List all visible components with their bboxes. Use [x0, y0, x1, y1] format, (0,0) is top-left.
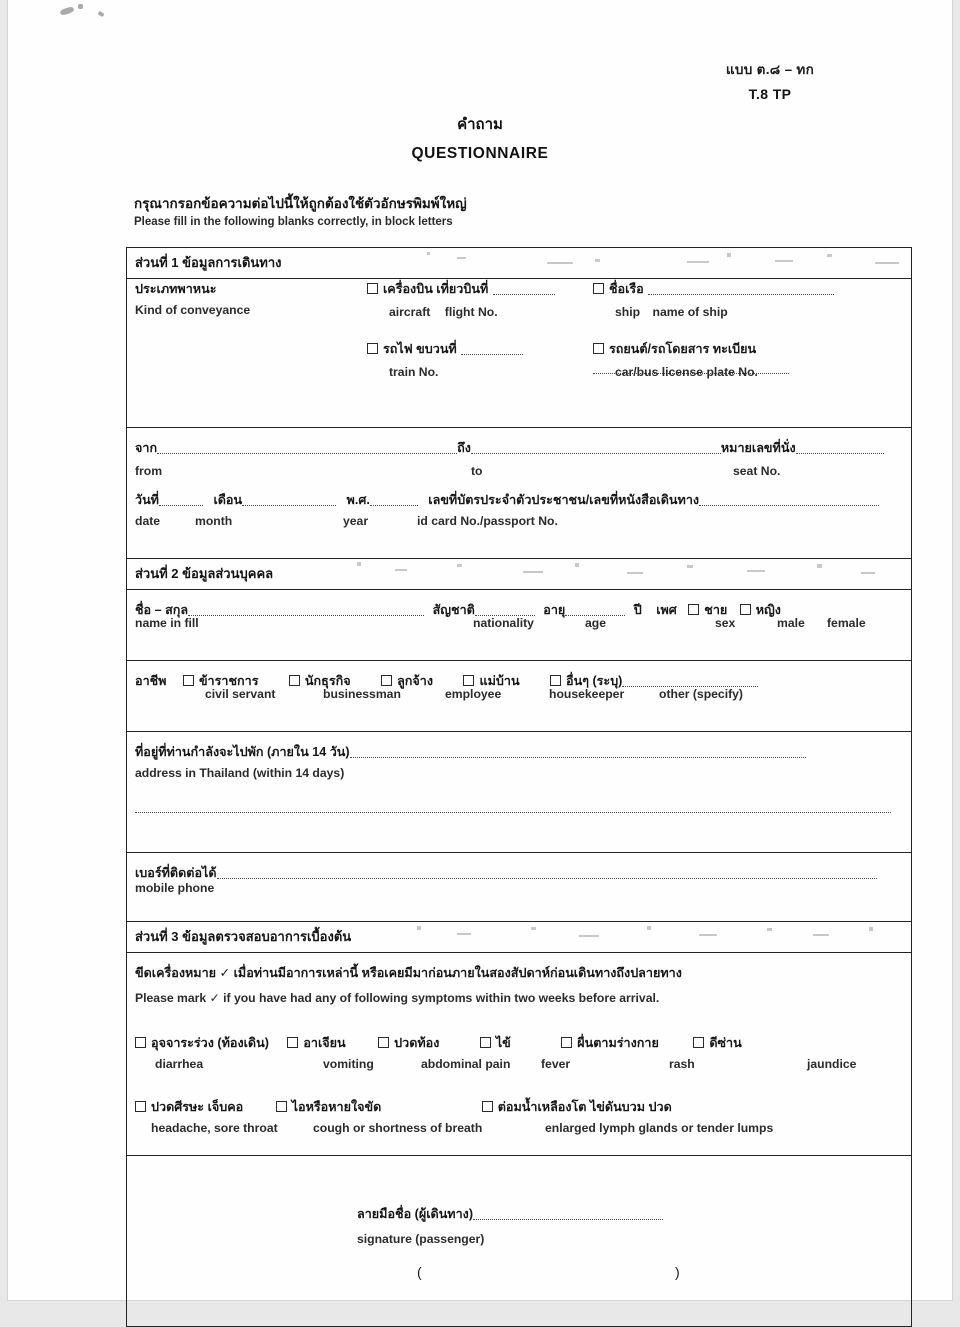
from-label-english: from	[135, 464, 163, 478]
address-label-english: address in Thailand (within 14 days)	[135, 766, 345, 780]
female-label-english: female	[827, 616, 866, 630]
sex-label-english: sex	[715, 616, 736, 630]
date-label-thai: วันที่	[135, 493, 159, 507]
abdominal-pain-label-thai: ปวดท้อง	[394, 1036, 440, 1050]
female-label-thai: หญิง	[755, 603, 781, 617]
questionnaire-form	[126, 247, 912, 1327]
from-input[interactable]	[157, 443, 457, 454]
name-label-english: name in fill	[135, 616, 199, 630]
conveyance-option-aircraft[interactable]	[367, 279, 555, 299]
occupation-label-thai: อาชีพ	[135, 674, 167, 688]
aircraft-label-english: aircraft	[389, 305, 431, 319]
aircraft-label-thai: เครื่องบิน เที่ยวบินที่	[383, 282, 489, 296]
page-title-english: QUESTIONNAIRE	[411, 145, 549, 162]
train-no-input[interactable]	[461, 344, 523, 355]
checkbox-rash[interactable]	[561, 1037, 572, 1048]
vomiting-label-english: vomiting	[323, 1057, 374, 1071]
checkbox-businessman[interactable]	[289, 675, 300, 686]
address-block	[127, 732, 911, 853]
car-bus-label-thai: รถยนต์/รถโดยสาร ทะเบียน	[609, 342, 757, 356]
ship-label-english: ship	[615, 305, 641, 319]
address-input-line1[interactable]	[350, 747, 806, 758]
scan-artifact	[59, 6, 74, 16]
seat-label-english: seat No.	[733, 464, 781, 478]
route-date-block	[127, 428, 911, 559]
checkbox-car-bus[interactable]	[593, 343, 604, 354]
phone-label-thai: เบอร์ที่ติดต่อได้	[135, 866, 217, 880]
date-input[interactable]	[159, 495, 203, 506]
nationality-input[interactable]	[475, 605, 535, 616]
housekeeper-label-thai: แม่บ้าน	[479, 674, 520, 688]
car-bus-label-english: car/bus license plate No.	[615, 365, 758, 379]
id-passport-input[interactable]	[699, 495, 879, 506]
checkbox-headache-sore-throat[interactable]	[135, 1101, 146, 1112]
checkbox-civil-servant[interactable]	[183, 675, 194, 686]
ship-name-label-english: name of ship	[652, 305, 728, 319]
conveyance-label-english: Kind of conveyance	[135, 303, 251, 317]
id-passport-label-thai: เลขที่บัตรประจำตัวประชาชน/เลขที่หนังสือเดินทาง	[428, 493, 700, 507]
page-title-thai: คำถาม	[457, 116, 503, 133]
signature-input[interactable]	[473, 1209, 663, 1220]
to-input[interactable]	[471, 443, 721, 454]
age-input[interactable]	[565, 605, 625, 616]
name-label-thai: ชื่อ – สกุล	[135, 603, 189, 617]
headache-label-thai: ปวดศีรษะ เจ็บคอ	[151, 1100, 244, 1114]
section-1-label: ส่วนที่ 1 ข้อมูลการเดินทาง	[135, 255, 282, 270]
signature-label-thai: ลายมือชื่อ (ผู้เดินทาง)	[357, 1207, 474, 1221]
signature-block	[127, 1156, 911, 1326]
employee-label-thai: ลูกจ้าง	[397, 674, 434, 688]
checkbox-abdominal-pain[interactable]	[378, 1037, 389, 1048]
year-label-thai: พ.ศ.	[346, 493, 370, 507]
scan-artifact	[78, 4, 83, 9]
other-occupation-label-english: other (specify)	[659, 687, 743, 701]
signature-paren-close: )	[675, 1264, 680, 1280]
checkbox-train[interactable]	[367, 343, 378, 354]
age-unit-label-thai: ปี	[633, 603, 642, 617]
symptoms-row-1	[127, 1027, 911, 1091]
scanned-page	[8, 0, 952, 1300]
form-code-english: T.8 TP	[748, 86, 792, 102]
ship-name-input[interactable]	[648, 284, 834, 295]
businessman-label-thai: นักธุรกิจ	[304, 674, 351, 688]
fever-label-thai: ไข้	[495, 1036, 511, 1050]
abdominal-pain-label-english: abdominal pain	[421, 1057, 511, 1071]
male-label-english: male	[777, 616, 805, 630]
signature-paren-open: (	[417, 1264, 422, 1280]
travel-date-row	[135, 490, 903, 534]
checkbox-jaundice[interactable]	[693, 1037, 704, 1048]
ship-english-labels	[615, 303, 728, 321]
signature-line-row	[357, 1204, 663, 1224]
section-1-header	[127, 248, 911, 279]
lymph-label-english: enlarged lymph glands or tender lumps	[545, 1121, 774, 1135]
cough-label-english: cough or shortness of breath	[313, 1121, 483, 1135]
section-3-header	[127, 922, 911, 953]
conveyance-option-ship[interactable]	[593, 279, 834, 299]
checkbox-male[interactable]	[688, 604, 699, 615]
ship-label-thai: ชื่อเรือ	[609, 282, 644, 296]
checkbox-lymph-glands[interactable]	[482, 1101, 493, 1112]
seat-input[interactable]	[796, 443, 884, 454]
date-label-english: date	[135, 514, 161, 528]
section-2-label: ส่วนที่ 2 ข้อมูลส่วนบุคคล	[135, 566, 274, 581]
fever-label-english: fever	[541, 1057, 571, 1071]
year-label-english: year	[343, 514, 369, 528]
month-label-english: month	[195, 514, 233, 528]
name-input[interactable]	[188, 605, 424, 616]
checkbox-aircraft[interactable]	[367, 283, 378, 294]
mark-instruction-thai: ขีดเครื่องหมาย ✓ เมื่อท่านมีอาการเหล่านี้ หรือเคยมีมาก่อนภายในสองสัปดาห์ก่อนเดินทางถึงปลายทาง	[135, 966, 682, 980]
instruction-thai: กรุณากรอกข้อความต่อไปนี้ให้ถูกต้องใช้ตัวอักษรพิมพ์ใหญ่	[134, 196, 467, 211]
checkbox-vomiting[interactable]	[287, 1037, 298, 1048]
id-passport-label-english: id card No./passport No.	[417, 514, 558, 528]
from-label-thai: จาก	[135, 441, 158, 455]
signature-label-english: signature (passenger)	[357, 1232, 485, 1246]
address-label-thai: ที่อยู่ที่ท่านกำลังจะไปพัก (ภายใน 14 วัน)	[135, 745, 350, 759]
scan-artifact	[97, 11, 104, 17]
mark-instruction-english: Please mark ✓ if you have had any of following symptoms within two weeks before arrival.	[135, 991, 660, 1005]
instruction-english: Please fill in the following blanks correctly, in block letters	[134, 216, 453, 228]
checkbox-cough-shortness-breath[interactable]	[276, 1101, 287, 1112]
jaundice-label-english: jaundice	[807, 1057, 857, 1071]
train-no-label-english: train No.	[389, 365, 439, 379]
symptom-instructions-block	[127, 953, 911, 1027]
month-input[interactable]	[242, 495, 336, 506]
cough-label-thai: ไอหรือหายใจขัด	[291, 1100, 382, 1114]
form-code-thai: แบบ ต.๘ – ทก	[725, 62, 815, 77]
flight-no-input[interactable]	[493, 284, 555, 295]
symptoms-row-2	[127, 1091, 911, 1156]
businessman-label-english: businessman	[323, 687, 401, 701]
to-label-thai: ถึง	[457, 441, 471, 455]
headache-label-english: headache, sore throat	[151, 1121, 278, 1135]
checkbox-ship[interactable]	[593, 283, 604, 294]
conveyance-block	[127, 279, 911, 428]
rash-label-english: rash	[669, 1057, 695, 1071]
civil-servant-label-thai: ข้าราชการ	[198, 674, 259, 688]
age-label-thai: อายุ	[543, 603, 566, 617]
seat-label-thai: หมายเลขที่นั่ง	[720, 441, 796, 455]
phone-input[interactable]	[217, 868, 877, 879]
personal-name-block	[127, 590, 911, 661]
section-3-label: ส่วนที่ 3 ข้อมูลตรวจสอบอาการเบื้องต้น	[135, 929, 352, 944]
diarrhea-label-english: diarrhea	[155, 1057, 204, 1071]
male-label-thai: ชาย	[704, 603, 728, 617]
train-english-labels	[389, 363, 438, 381]
address-input-line2[interactable]	[135, 802, 891, 813]
other-occupation-input[interactable]	[622, 676, 758, 687]
nationality-label-thai: สัญชาติ	[432, 603, 475, 617]
housekeeper-label-english: housekeeper	[549, 687, 625, 701]
checkbox-diarrhea[interactable]	[135, 1037, 146, 1048]
train-label-thai: รถไฟ ขบวนที่	[383, 342, 457, 356]
conveyance-label-thai: ประเภทพาหนะ	[135, 282, 217, 296]
phone-block	[127, 853, 911, 922]
nationality-label-english: nationality	[473, 616, 534, 630]
checkbox-fever[interactable]	[480, 1037, 491, 1048]
occupation-block	[127, 661, 911, 732]
aircraft-english-labels	[389, 303, 498, 321]
other-occupation-label-thai: อื่นๆ (ระบุ)	[566, 674, 623, 688]
civil-servant-label-english: civil servant	[205, 687, 276, 701]
checkbox-female[interactable]	[740, 604, 751, 615]
section-2-header	[127, 559, 911, 590]
route-row	[135, 438, 903, 490]
rash-label-thai: ผื่นตามร่างกาย	[577, 1036, 659, 1050]
flight-no-label-english: flight No.	[444, 305, 498, 319]
employee-label-english: employee	[445, 687, 502, 701]
jaundice-label-thai: ดีซ่าน	[709, 1036, 742, 1050]
phone-label-english: mobile phone	[135, 881, 215, 895]
year-input[interactable]	[370, 495, 418, 506]
checkbox-employee[interactable]	[381, 675, 392, 686]
month-label-thai: เดือน	[213, 493, 243, 507]
to-label-english: to	[471, 464, 483, 478]
lymph-label-thai: ต่อมน้ำเหลืองโต ไข่ดันบวม ปวด	[497, 1100, 672, 1114]
sex-label-thai: เพศ	[656, 603, 677, 617]
vomiting-label-thai: อาเจียน	[303, 1036, 346, 1050]
checkbox-housekeeper[interactable]	[463, 675, 474, 686]
checkbox-other-occupation[interactable]	[550, 675, 561, 686]
age-label-english: age	[585, 616, 607, 630]
diarrhea-label-thai: อุจจาระร่วง (ท้องเดิน)	[151, 1036, 269, 1050]
conveyance-option-train[interactable]	[367, 339, 523, 359]
car-bus-english-labels	[615, 363, 758, 381]
